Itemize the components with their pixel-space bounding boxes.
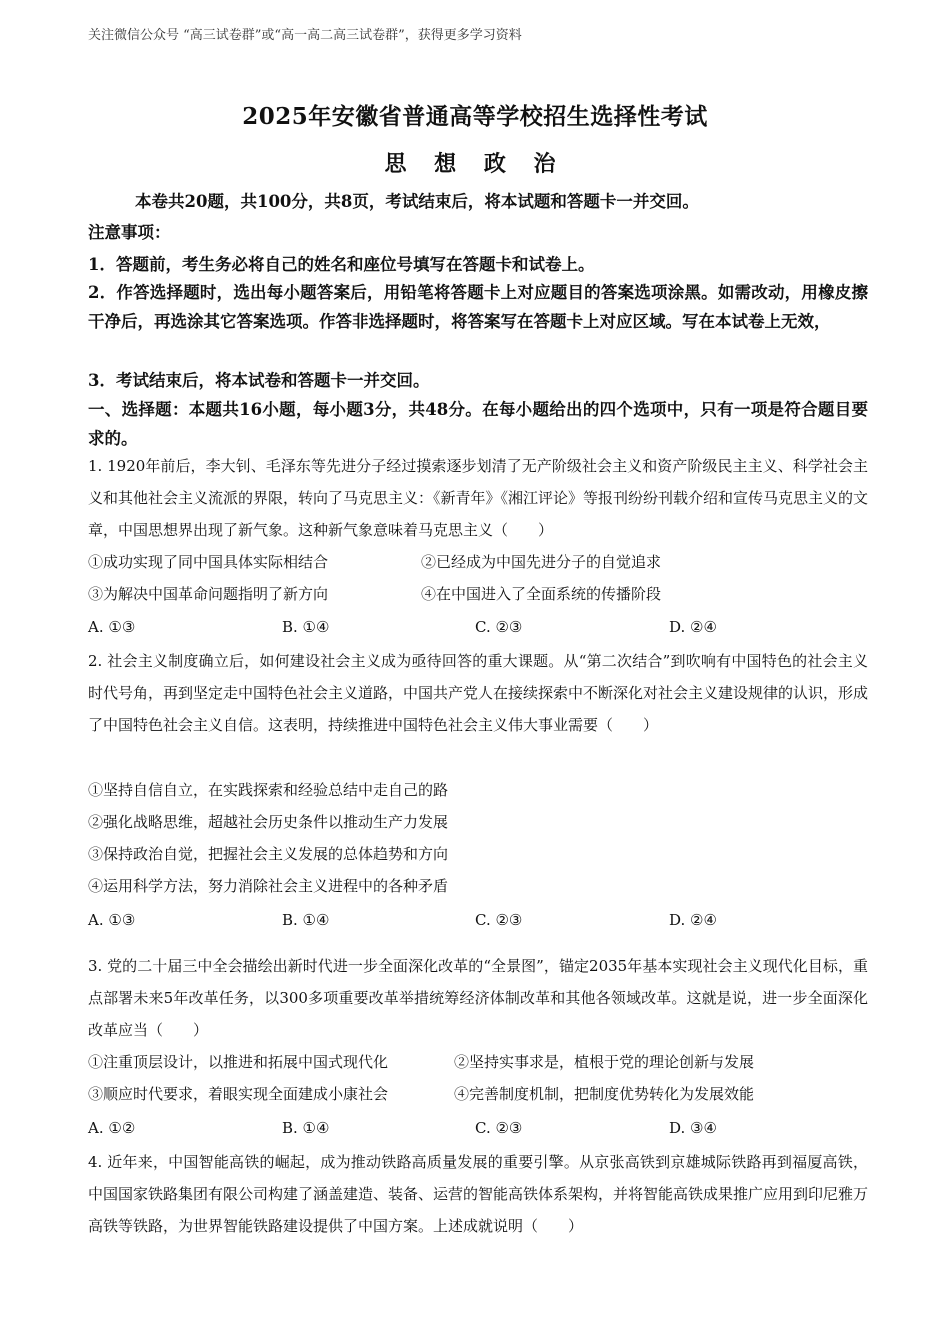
statement: ①成功实现了同中国具体实际相结合 [88, 553, 329, 571]
question-3-statements-row-2 [88, 1078, 868, 1110]
statement: ④在中国进入了全面系统的传播阶段 [421, 585, 662, 603]
question-1-statements-row-2 [88, 578, 868, 610]
option-c: C. ②③ [475, 1119, 523, 1137]
notice-heading: 注意事项： [88, 223, 171, 242]
section-heading: 一、选择题：本题共16小题，每小题3分，共48分。在每小题给出的四个选项中，只有一项是符合题目要求的。 [88, 400, 868, 448]
option-a: A. ①③ [88, 911, 136, 929]
option-c: C. ②③ [475, 618, 523, 636]
question-4-stem: 4. 近年来，中国智能高铁的崛起，成为推动铁路高质量发展的重要引擎。从京张高铁到京雄城际铁路再到福厦高铁，中国国家铁路集团有限公司构建了涵盖建造、装备、运营的智能高铁体系架构，并将智能高铁成果推广应用到印尼雅万高铁等铁路，为世界智能铁路建设提供了中国方案。上述成就说明（ ） [88, 1153, 869, 1235]
question-2-options [88, 904, 868, 936]
option-b: B. ①④ [282, 618, 330, 636]
statement: ①坚持自信自立，在实践探索和经验总结中走自己的路 [88, 781, 449, 799]
statement: ①注重顶层设计，以推进和拓展中国式现代化 [88, 1053, 389, 1071]
question-3-options [88, 1112, 868, 1144]
statement: ④完善制度机制，把制度优势转化为发展效能 [454, 1085, 755, 1103]
question-1-statements-row-1 [88, 546, 868, 578]
question-3-statements-row-1 [88, 1046, 868, 1078]
statement: ③顺应时代要求，着眼实现全面建成小康社会 [88, 1085, 389, 1103]
option-b: B. ①④ [282, 1119, 330, 1137]
notice-item-2: 2．作答选择题时，选出每小题答案后，用铅笔将答题卡上对应题目的答案选项涂黑。如需改动，用橡皮擦干净后，再选涂其它答案选项。作答非选择题时，将答案写在答题卡上对应区域。写在本试卷上无效， [88, 283, 868, 331]
statement: ②坚持实事求是，植根于党的理论创新与发展 [454, 1053, 755, 1071]
option-a: A. ①③ [88, 618, 136, 636]
statement: ②已经成为中国先进分子的自觉追求 [421, 553, 662, 571]
question-2-stem: 2. 社会主义制度确立后，如何建设社会主义成为亟待回答的重大课题。从“第二次结合”到吹响有中国特色的社会主义时代号角，再到坚定走中国特色社会主义道路，中国共产党人在接续探索中不断深化对社会主义建设规律的认识，形成了中国特色社会主义自信。这表明，持续推进中国特色社会主义伟大事业需要（ ） [88, 652, 869, 734]
header-note: 关注微信公众号 “高三试卷群”或“高一高二高三试卷群”，获得更多学习资料 [88, 28, 522, 43]
statement: ③保持政治自觉，把握社会主义发展的总体趋势和方向 [88, 845, 449, 863]
statement: ④运用科学方法，努力消除社会主义进程中的各种矛盾 [88, 877, 449, 895]
subject-title: 思 想 政 治 [384, 151, 566, 177]
option-a: A. ①② [88, 1119, 136, 1137]
exam-intro: 本卷共20题，共100分，共8页，考试结束后，将本试题和答题卡一并交回。 [135, 192, 699, 211]
option-d: D. ③④ [669, 1119, 717, 1137]
question-1-options [88, 611, 868, 643]
option-d: D. ②④ [669, 618, 717, 636]
option-c: C. ②③ [475, 911, 523, 929]
option-d: D. ②④ [669, 911, 717, 929]
option-b: B. ①④ [282, 911, 330, 929]
exam-title: 2025年安徽省普通高等学校招生选择性考试 [242, 103, 708, 130]
notice-item-1: 1．答题前，考生务必将自己的姓名和座位号填写在答题卡和试卷上。 [88, 255, 595, 274]
question-3-stem: 3. 党的二十届三中全会描绘出新时代进一步全面深化改革的“全景图”，锚定2035年基本实现社会主义现代化目标，重点部署未来5年改革任务，以300多项重要改革举措统筹经济体制改革和其他各领域改革。这就是说，进一步全面深化改革应当（ ） [88, 957, 868, 1039]
statement: ②强化战略思维，超越社会历史条件以推动生产力发展 [88, 813, 449, 831]
statement: ③为解决中国革命问题指明了新方向 [88, 585, 329, 603]
question-1-stem: 1. 1920年前后，李大钊、毛泽东等先进分子经过摸索逐步划清了无产阶级社会主义和资产阶级民主主义、科学社会主义和其他社会主义流派的界限，转向了马克思主义：《新青年》《湘江评论》等报刊纷纷刊载介绍和宣传马克思主义的文章，中国思想界出现了新气象。这种新气象意味着马克思主义（ ） [88, 457, 869, 539]
notice-item-3: 3．考试结束后，将本试卷和答题卡一并交回。 [88, 371, 430, 390]
